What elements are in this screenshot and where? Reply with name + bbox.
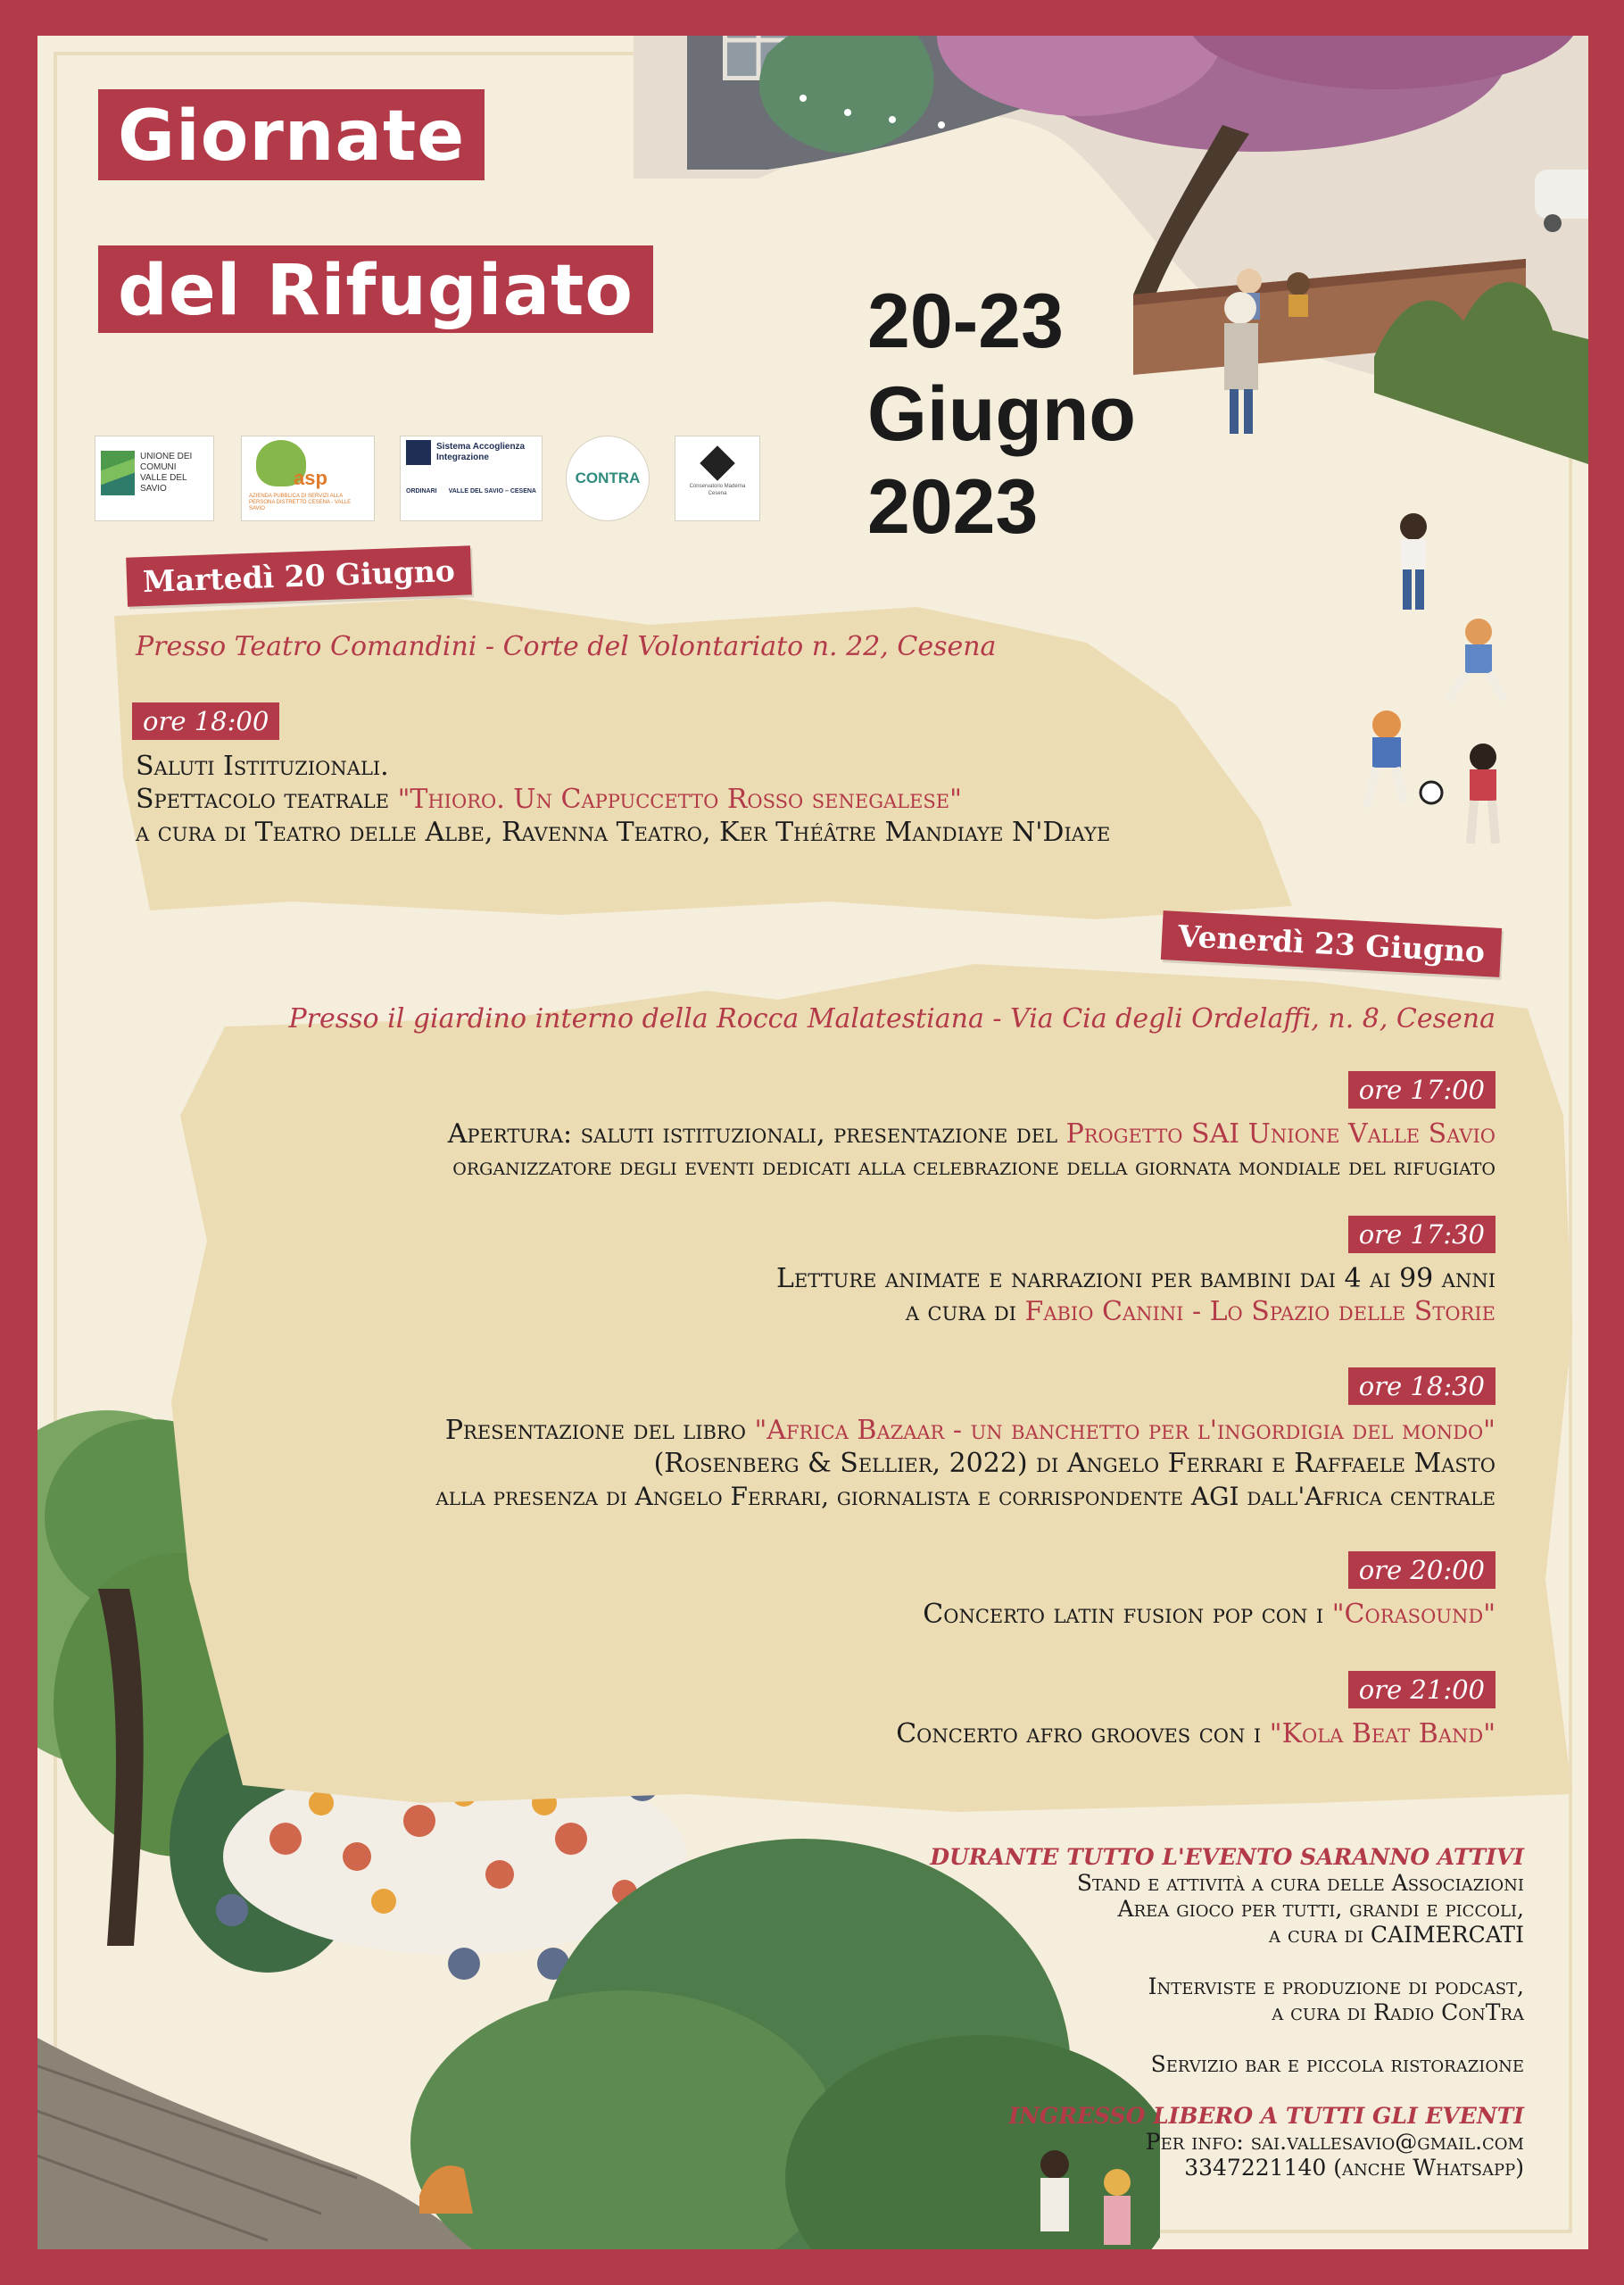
sai-mark bbox=[406, 440, 431, 465]
day1-venue: Presso Teatro Comandini - Corte del Volontariato n. 22, Cesena bbox=[136, 631, 997, 662]
poster bbox=[37, 36, 1588, 2249]
event-line-1 bbox=[923, 1598, 1496, 1631]
event-band-name: "Kola Beat Band" bbox=[1269, 1718, 1496, 1749]
dates-line-2: Giugno bbox=[867, 371, 1136, 457]
dates-line-1: 20-23 bbox=[867, 278, 1064, 364]
dates-line-3: 2023 bbox=[867, 464, 1039, 550]
unione-comuni-text: UNIONE DEI COMUNI VALLE DEL SAVIO bbox=[140, 452, 193, 494]
kids-playing-illustration bbox=[1313, 500, 1563, 875]
conservatorio-logo bbox=[675, 436, 760, 521]
day2-event-4 bbox=[157, 1551, 1496, 1641]
contra-logo bbox=[566, 436, 650, 521]
event-book-title: "Africa Bazaar - un banchetto per l'ingordigia del mondo" bbox=[754, 1415, 1496, 1446]
event-line-1-text: Presentazione del libro bbox=[444, 1415, 755, 1446]
event-performer-name: Fabio Canini - Lo Spazio delle Storie bbox=[1024, 1296, 1496, 1327]
event-line-1 bbox=[896, 1717, 1496, 1750]
event-line-1 bbox=[445, 1414, 1496, 1447]
event-line-2: (Rosenberg & Sellier, 2022) di Angelo Ferrari e Raffaele Masto bbox=[653, 1448, 1496, 1479]
extras-line-4: Interviste e produzione di podcast, bbox=[1148, 1973, 1524, 1999]
event-time-badge: ore 18:30 bbox=[1348, 1367, 1496, 1405]
sai-logo bbox=[400, 436, 543, 521]
conservatorio-mark bbox=[700, 445, 735, 481]
event-time-badge: ore 17:30 bbox=[1348, 1216, 1496, 1253]
event-line-2-text: a cura di bbox=[905, 1296, 1025, 1327]
extras-info bbox=[930, 1844, 1524, 2181]
event-time-badge: ore 21:00 bbox=[1348, 1671, 1496, 1708]
day2-tag: Venerdì 23 Giugno bbox=[1161, 910, 1503, 977]
event-line-1-text: Concerto latin fusion pop con i bbox=[923, 1599, 1332, 1630]
extras-line-5: a cura di Radio ConTra bbox=[1272, 1999, 1524, 2025]
contra-text: CONTRA bbox=[575, 469, 641, 486]
day1-line-1: Saluti Istituzionali. bbox=[136, 751, 389, 782]
event-line-2 bbox=[906, 1295, 1496, 1328]
extras-line-6: Servizio bar e piccola ristorazione bbox=[1150, 2051, 1524, 2077]
asp-logo bbox=[241, 436, 375, 521]
sai-text: Sistema Accoglienza Integrazione bbox=[436, 442, 526, 462]
event-line-1 bbox=[448, 1118, 1496, 1151]
sai-subtext-2: VALLE DEL SAVIO – CESENA bbox=[448, 488, 536, 494]
title-line-2: del Rifugiato bbox=[98, 245, 653, 333]
asp-text: asp bbox=[294, 467, 327, 489]
day1-time-badge: ore 18:00 bbox=[132, 702, 279, 740]
event-dates bbox=[867, 275, 1136, 553]
event-band-name: "Corasound" bbox=[1331, 1599, 1496, 1630]
asp-subtext: AZIENDA PUBBLICA DI SERVIZI ALLA PERSONA DISTRETTO CESENA - VALLE SAVIO bbox=[249, 494, 352, 511]
event-project-name: Progetto SAI Unione Valle Savio bbox=[1065, 1118, 1496, 1150]
day1-tag: Martedì 20 Giugno bbox=[126, 545, 472, 606]
sai-subtext-1: ORDINARI bbox=[406, 488, 437, 494]
day1-line-2-text: Spettacolo teatrale bbox=[136, 784, 398, 815]
event-line-1-text: Apertura: saluti istituzionali, presentazione del bbox=[447, 1118, 1066, 1150]
extras-line-1: Stand e attività a cura delle Associazioni bbox=[1076, 1870, 1524, 1896]
unione-comuni-logo bbox=[95, 436, 214, 521]
day1-line-3: a cura di Teatro delle Albe, Ravenna Teatro, Ker Théâtre Mandiaye N'Diaye bbox=[136, 817, 1111, 848]
day2-venue: Presso il giardino interno della Rocca Malatestiana - Via Cia degli Ordelaffi, n. 8, Cesena bbox=[288, 1003, 1496, 1034]
day2-event-3 bbox=[157, 1367, 1496, 1519]
contact-phone[interactable]: 3347221140 (anche Whatsapp) bbox=[1184, 2155, 1524, 2181]
day2-event-2 bbox=[157, 1216, 1496, 1332]
free-entry-notice: INGRESSO LIBERO A TUTTI GLI EVENTI bbox=[1008, 2103, 1524, 2129]
day1-show-title: "Thioro. Un Cappuccetto Rosso senegalese" bbox=[397, 784, 962, 815]
conservatorio-text: Conservatorio Maderna Cesena bbox=[689, 484, 746, 496]
day2-event-1 bbox=[157, 1071, 1496, 1196]
event-time-badge: ore 20:00 bbox=[1348, 1551, 1496, 1589]
day1-details bbox=[136, 750, 1110, 849]
event-line-2: organizzatore degli eventi dedicati alla celebrazione della giornata mondiale del rifugiato bbox=[452, 1153, 1496, 1181]
extras-title: DURANTE TUTTO L'EVENTO SARANNO ATTIVI bbox=[930, 1844, 1524, 1870]
event-line-3: alla presenza di Angelo Ferrari, giornalista e corrispondente AGI dall'Africa centrale bbox=[435, 1482, 1496, 1511]
title-line-1: Giornate bbox=[98, 89, 485, 180]
day1-line-2 bbox=[136, 783, 1110, 816]
extras-line-2: Area gioco per tutti, grandi e piccoli, bbox=[1117, 1896, 1524, 1922]
event-line-1: Letture animate e narrazioni per bambini dai 4 ai 99 anni bbox=[776, 1263, 1496, 1294]
extras-line-3: a cura di CAIMERCATI bbox=[1269, 1922, 1524, 1948]
unione-comuni-mark bbox=[101, 451, 135, 495]
day2-event-5 bbox=[157, 1671, 1496, 1760]
event-time-badge: ore 17:00 bbox=[1348, 1071, 1496, 1109]
contact-email[interactable]: Per info: sai.vallesavio@gmail.com bbox=[1145, 2129, 1524, 2155]
event-line-1-text: Concerto afro grooves con i bbox=[896, 1718, 1270, 1749]
